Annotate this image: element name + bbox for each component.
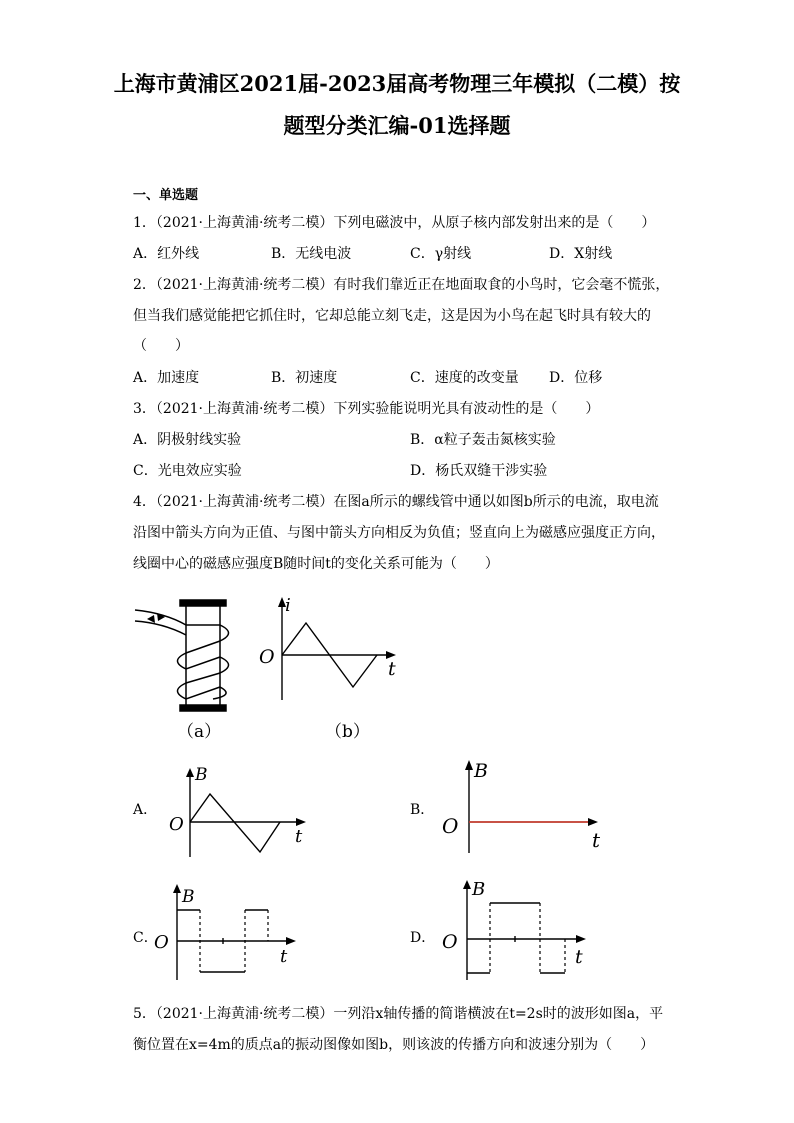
q4-option-d-label: D． [410,930,436,946]
q2-stem-line1: 2．（2021·上海黄浦·统考二模）有时我们靠近正在地面取食的小鸟时，它会毫不慌张， [133,277,670,293]
axis-o-label: O [154,932,169,953]
axis-b-label: B [182,887,195,907]
q1-option-c: C．γ射线 [410,246,472,262]
q5-stem-line1: 5．（2021·上海黄浦·统考二模）一列沿x轴传播的简谐横波在t=2s时的波形如图a，平 [133,1006,664,1022]
q2-option-d: D．位移 [549,370,603,386]
q4-option-b-label: B． [410,802,435,818]
axis-t-label: t [295,826,303,847]
title-line-1: 上海市黄浦区2021届-2023届高考物理三年模拟（二模）按 [113,71,681,96]
figure-b-caption: （b） [325,722,370,742]
q1-option-d: D．X射线 [549,246,613,262]
q2-option-b: B．初速度 [271,370,338,386]
q4-stem-line2: 沿图中箭头方向为正值、与图中箭头方向相反为负值；竖直向上为磁感应强度正方向， [133,525,665,541]
q4-stem-line3: 线圈中心的磁感应强度B随时间t的变化关系可能为（ ） [133,556,499,572]
q1-stem: 1．（2021·上海黄浦·统考二模）下列电磁波中，从原子核内部发射出来的是（ ） [133,215,656,231]
axis-o-label: O [442,814,459,838]
axis-t-label: t [280,946,288,967]
solenoid-figure [125,595,255,720]
axis-t-label: t [388,658,396,680]
q4-option-c-label: C． [133,930,158,946]
axis-t-label: t [575,946,583,968]
q4-stem-line1: 4．（2021·上海黄浦·统考二模）在图a所示的螺线管中通以如图b所示的电流，取电流 [133,494,659,510]
q3-option-d: D．杨氏双缝干涉实验 [410,463,548,479]
title-line-2: 题型分类汇编-01选择题 [283,113,511,138]
q2-option-a: A．加速度 [133,370,200,386]
q3-stem: 3．（2021·上海黄浦·统考二模）下列实验能说明光具有波动性的是（ ） [133,401,600,417]
q2-stem-line3: （ ） [133,338,189,354]
q2-option-c: C．速度的改变量 [410,370,519,386]
option-d-graph [440,875,600,985]
figure-a-caption: （a） [177,722,222,742]
q1-option-a: A．红外线 [133,246,200,262]
axis-o-label: O [169,814,184,835]
q4-option-a-label: A． [133,802,158,818]
q2-stem-line2: 但当我们感觉能把它抓住时，它却总能立刻飞走，这是因为小鸟在起飞时具有较大的 [133,308,651,324]
q3-option-b: B．α粒子轰击氮核实验 [410,432,556,448]
option-c-graph [150,880,300,990]
q5-stem-line2: 衡位置在x=4m的质点a的振动图像如图b，则该波的传播方向和波速分别为（ ） [133,1037,655,1053]
q3-option-a: A．阴极射线实验 [133,432,242,448]
option-b-graph [440,755,610,855]
option-a-graph [165,762,315,862]
axis-b-label: B [474,760,488,782]
q3-option-c: C．光电效应实验 [133,463,242,479]
section-heading: 一、单选题 [133,188,199,203]
axis-o-label: O [442,931,458,953]
axis-b-label: B [195,765,208,785]
axis-o-label: O [259,646,275,668]
axis-i-label: i [285,595,291,616]
current-graph [255,595,405,705]
q1-option-b: B．无线电波 [271,246,352,262]
axis-t-label: t [592,828,601,852]
axis-b-label: B [472,879,486,900]
